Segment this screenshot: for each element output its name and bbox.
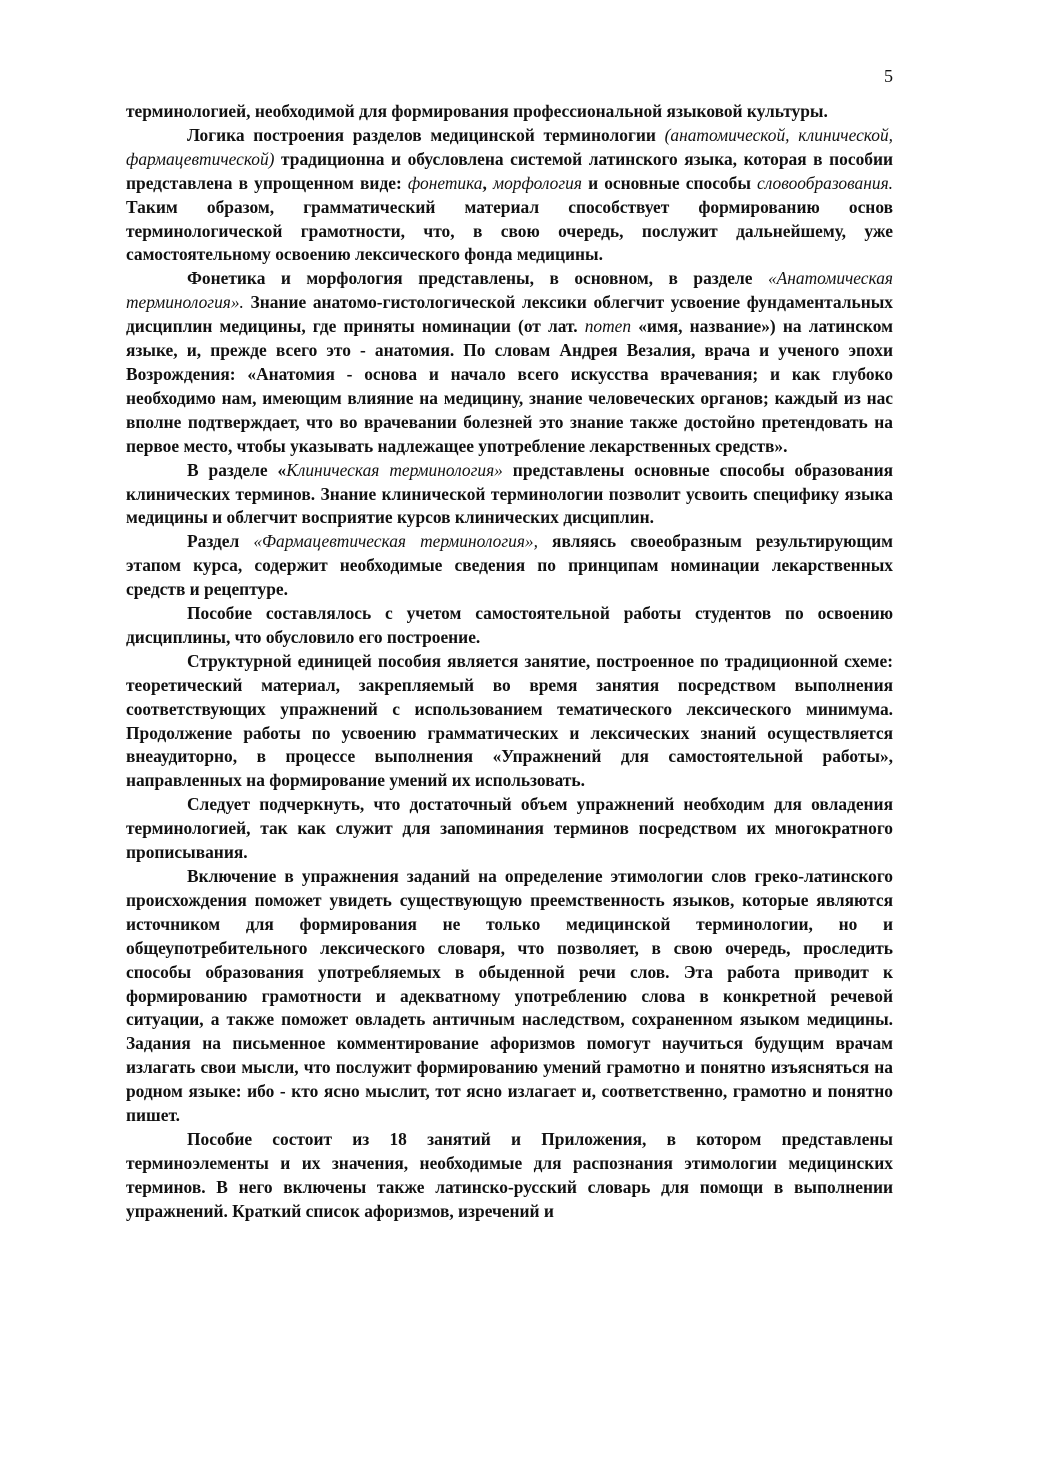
paragraph <box>126 124 893 267</box>
paragraph <box>126 459 893 531</box>
text-run: Раздел <box>187 531 254 552</box>
italic-text: словообразования. <box>757 172 894 193</box>
italic-text: nomen <box>584 316 632 337</box>
text-run: Включение в упражнения заданий на определение этимологии слов греко-латинского происхождения поможет увидеть существующую преемственность языков, которые являются источником для формирования не только медицинской терминологии, но и общеупотребительного лексического словаря, что позволяет, в свою очередь, проследить способы образования употребляемых в обыденной речи слов. Эта работа приводит к формированию грамотности и адекватному употреблению слова в конкретной речевой ситуации, а также поможет овладеть античным наследством, сохраненном языком медицины. Задания на письменное комментирование афоризмов помогут научиться будущим врачам излагать свои мысли, что послужит формированию умений грамотно и понятно изъясняться на родном языке: ибо - кто ясно мыслит, тот ясно излагает и, соответственно, грамотно и понятно пишет. <box>126 866 893 1126</box>
text-run: Фонетика и морфология представлены, в основном, в разделе <box>187 268 768 289</box>
text-run: Знание анатомо-гистологической лексики облегчит усвоение фундаментальных дисциплин медицины, где приняты номинации (от лат. <box>126 292 893 337</box>
text-run: Пособие состоит из 18 занятий и Приложения, в котором представлены терминоэлементы и их значения, необходимые для распознания этимологии медицинских терминов. В него включены также латинско-русский словарь для помощи в выполнении упражнений. Краткий список афоризмов, изречений и <box>126 1128 893 1221</box>
text-run: Следует подчеркнуть, что достаточный объем упражнений необходим для овладения терминологией, так как служит для запоминания терминов посредством их многократного прописывания. <box>126 794 893 863</box>
paragraph <box>126 530 893 602</box>
italic-text: фонетика <box>407 172 483 193</box>
italic-text: «Фармацевтическая терминология», <box>253 531 538 552</box>
text-run: Таким образом, грамматический материал способствует формированию основ терминологической грамотности, что, в свою очередь, послужит дальнейшему, уже самостоятельному освоению лексического фонда медицины. <box>126 196 893 265</box>
text-run: и основные способы <box>581 172 758 193</box>
document-body <box>126 100 893 1224</box>
paragraph <box>126 793 893 865</box>
paragraph <box>126 1128 893 1224</box>
italic-text: (анатомической, клинической, фармацевтической) <box>126 124 893 169</box>
text-run: Структурной единицей пособия является занятие, построенное по традиционной схеме: теоретический материал, закрепляемый во время занятия посредством выполнения соответствующих упражнений с использованием тематического лексического минимума. Продолжение работы по усвоению грамматических и лексических знаний осуществляется внеаудиторно, в процессе выполнения «Упражнений для самостоятельной работы», направленных на формирование умений их использовать. <box>126 650 893 791</box>
text-run: , <box>482 172 493 193</box>
text-run: Пособие составлялось с учетом самостоятельной работы студентов по освоению дисциплины, что обусловило его построение. <box>126 603 893 647</box>
paragraph <box>126 865 893 1128</box>
text-run: Логика построения разделов медицинской терминологии <box>187 124 665 145</box>
text-run: являясь своеобразным результирующим этапом курса, содержит необходимые сведения по принципам номинации лекарственных средств и рецептуре. <box>126 531 893 600</box>
italic-text: Клиническая терминология» <box>286 459 503 480</box>
paragraph <box>126 602 893 650</box>
paragraph <box>126 267 893 458</box>
paragraph <box>126 650 893 793</box>
italic-text: «Анатомическая терминология». <box>126 268 893 313</box>
page-number: 5 <box>884 66 893 86</box>
text-run: В разделе « <box>187 459 287 480</box>
text-run: терминологией, необходимой для формирования профессиональной языковой культуры. <box>126 101 828 121</box>
italic-text: морфология <box>493 172 582 193</box>
paragraph <box>126 100 893 124</box>
text-run: представлены основные способы образования клинических терминов. Знание клинической терминологии позволит усвоить специфику языка медицины и облегчит восприятие курсов клинических дисциплин. <box>126 459 893 528</box>
text-run: традиционна и обусловлена системой латинского языка, которая в пособии представлена в упрощенном виде: <box>126 148 893 193</box>
text-run: «имя, название») на латинском языке, и, прежде всего это - анатомия. По словам Андрея Везалия, врача и ученого эпохи Возрождения: «Анатомия - основа и начало всего искусства врачевания; и как глубоко необходимо нам, имеющим влияние на медицину, знание человеческих органов; каждый из нас вполне подтверждает, что во врачевании болезней это знание также достойно претендовать на первое место, чтобы указывать надлежащее употребление лекарственных средств». <box>126 316 893 456</box>
